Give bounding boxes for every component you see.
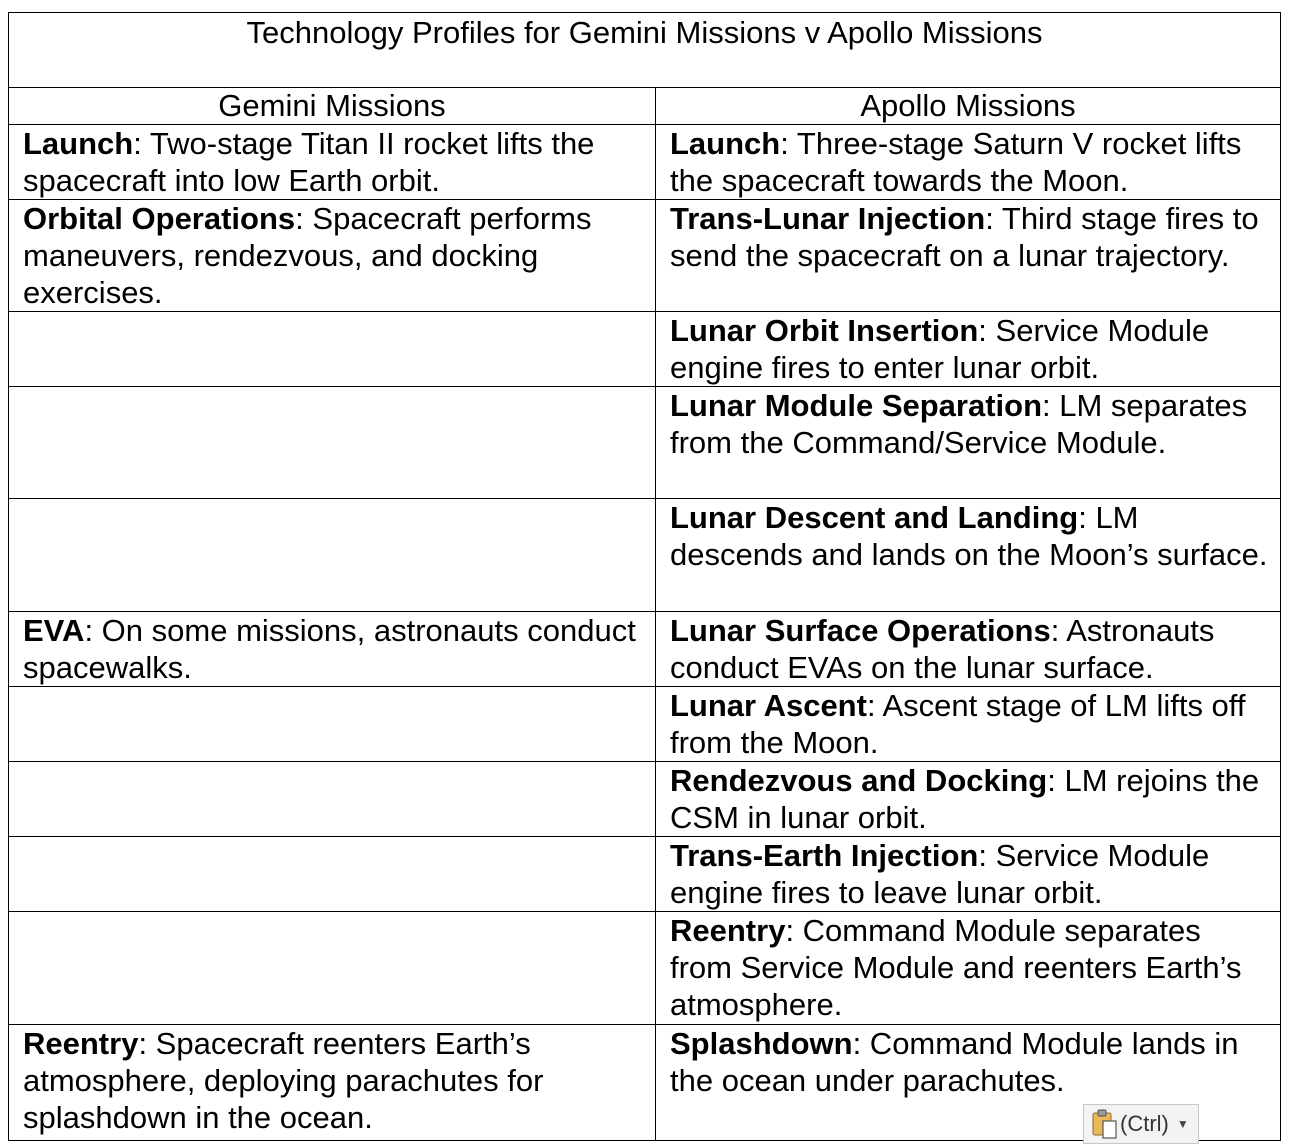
gemini-cell[interactable] [9,387,656,499]
apollo-desc: : LM separates from the Command/Service Module. [670,388,1248,460]
table-row [9,125,1281,200]
gemini-cell[interactable] [9,312,656,387]
table-row [9,837,1281,912]
apollo-cell[interactable] [656,687,1281,762]
apollo-desc: : Ascent stage of LM lifts off from the Moon. [670,688,1246,760]
table-row [9,687,1281,762]
gemini-desc: : Spacecraft reenters Earth’s atmosphere, deploying parachutes for splashdown in the ocean. [23,1026,544,1135]
gemini-cell[interactable] [9,499,656,612]
gemini-cell[interactable] [9,125,656,200]
apollo-cell[interactable] [656,499,1281,612]
apollo-desc: : LM rejoins the CSM in lunar orbit. [670,763,1260,835]
table-header-row [9,88,1281,125]
apollo-term: Lunar Orbit Insertion [670,313,979,348]
caret-down-icon[interactable]: ▼ [1176,1117,1189,1131]
gemini-desc: : On some missions, astronauts conduct spacewalks. [23,613,636,685]
gemini-desc: : Spacecraft performs maneuvers, rendezvous, and docking exercises. [23,201,592,310]
apollo-term: Launch [670,126,781,161]
mission-comparison-table [8,12,1281,1141]
table-row [9,762,1281,837]
column-header-apollo[interactable]: Apollo Missions [656,88,1281,125]
apollo-cell[interactable] [656,762,1281,837]
apollo-cell[interactable] [656,200,1281,312]
document-page [8,12,1280,1141]
gemini-term: EVA [23,613,85,648]
table-row [9,200,1281,312]
apollo-cell[interactable] [656,312,1281,387]
column-header-gemini[interactable]: Gemini Missions [9,88,656,125]
table-row [9,387,1281,499]
clipboard-paste-icon [1092,1109,1118,1139]
apollo-desc: : Three-stage Saturn V rocket lifts the spacecraft towards the Moon. [670,126,1242,198]
table-row [9,612,1281,687]
apollo-desc: : Command Module separates from Service Module and reenters Earth’s atmosphere. [670,913,1242,1022]
apollo-term: Lunar Module Separation [670,388,1043,423]
apollo-term: Trans-Earth Injection [670,838,979,873]
apollo-cell[interactable] [656,612,1281,687]
table-row [9,312,1281,387]
apollo-cell[interactable] [656,387,1281,499]
table-row [9,499,1281,612]
gemini-term: Orbital Operations [23,201,296,236]
apollo-term: Splashdown [670,1026,853,1061]
apollo-desc: : Astronauts conduct EVAs on the lunar surface. [670,613,1215,685]
table-title-row [9,13,1281,88]
apollo-term: Reentry [670,913,786,948]
apollo-cell[interactable] [656,125,1281,200]
apollo-term: Lunar Descent and Landing [670,500,1079,535]
gemini-term: Reentry [23,1026,139,1061]
table-row [9,912,1281,1025]
apollo-term: Lunar Surface Operations [670,613,1051,648]
paste-options-button[interactable] [1083,1104,1199,1144]
gemini-term: Launch [23,126,134,161]
apollo-desc: : LM descends and lands on the Moon’s surface. [670,500,1268,572]
gemini-cell[interactable] [9,1025,656,1141]
gemini-cell[interactable] [9,912,656,1025]
apollo-cell[interactable] [656,837,1281,912]
apollo-term: Lunar Ascent [670,688,867,723]
gemini-desc: : Two-stage Titan II rocket lifts the spacecraft into low Earth orbit. [23,126,595,198]
gemini-cell[interactable] [9,837,656,912]
apollo-desc: : Command Module lands in the ocean under parachutes. [670,1026,1239,1098]
apollo-term: Trans-Lunar Injection [670,201,986,236]
gemini-cell[interactable] [9,200,656,312]
table-title[interactable]: Technology Profiles for Gemini Missions v Apollo Missions [9,13,1281,88]
paste-shortcut-label: (Ctrl) [1120,1111,1169,1136]
apollo-desc: : Service Module engine fires to leave lunar orbit. [670,838,1210,910]
apollo-cell[interactable] [656,912,1281,1025]
gemini-cell[interactable] [9,762,656,837]
apollo-desc: : Third stage fires to send the spacecraft on a lunar trajectory. [670,201,1259,273]
apollo-desc: : Service Module engine fires to enter lunar orbit. [670,313,1210,385]
gemini-cell[interactable] [9,687,656,762]
gemini-cell[interactable] [9,612,656,687]
apollo-term: Rendezvous and Docking [670,763,1048,798]
